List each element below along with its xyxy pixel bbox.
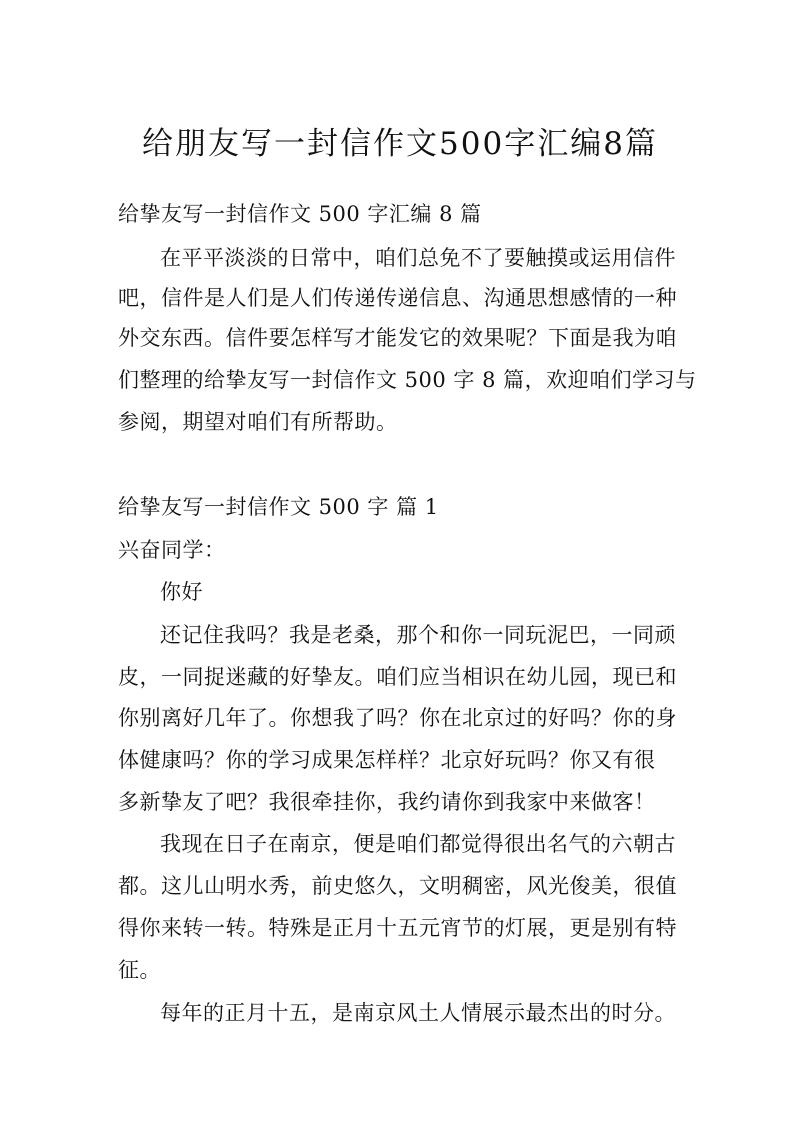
body-line-7: 都。这儿山明水秀，前史悠久，文明稠密，风光俊美，很值 [118, 874, 677, 898]
intro-line-4: 们整理的给挚友写一封信作文 500 字 8 篇，欢迎咱们学习与 [118, 368, 697, 392]
intro-line-5: 参阅，期望对咱们有所帮助。 [118, 410, 398, 434]
subtitle-line: 给挚友写一封信作文 500 字汇编 8 篇 [118, 202, 482, 226]
greeting: 你好 [160, 580, 203, 604]
body-line-9: 征。 [118, 958, 161, 982]
intro-line-3: 外交东西。信件要怎样写才能发它的效果呢？下面是我为咱 [118, 326, 677, 350]
body-line-3: 你别离好几年了。你想我了吗？你在北京过的好吗？你的身 [118, 706, 677, 730]
body-line-5: 多新挚友了吧？我很牵挂你，我约请你到我家中来做客！ [118, 790, 656, 814]
body-line-8: 得你来转一转。特殊是正月十五元宵节的灯展，更是别有特 [118, 916, 677, 940]
body-line-1: 还记住我吗？我是老桑，那个和你一同玩泥巴，一同顽 [160, 623, 676, 647]
body-line-10: 每年的正月十五，是南京风土人情展示最杰出的时分。 [160, 1001, 676, 1025]
body-line-6: 我现在日子在南京，便是咱们都觉得很出名气的六朝古 [160, 832, 676, 856]
salutation: 兴奋同学： [118, 538, 226, 562]
intro-line-1: 在平平淡淡的日常中，咱们总免不了要触摸或运用信件 [160, 246, 676, 270]
body-line-4: 体健康吗？你的学习成果怎样样？北京好玩吗？你又有很 [118, 748, 656, 772]
document-title: 给朋友写一封信作文500字汇编8篇 [142, 126, 658, 162]
section-heading-1: 给挚友写一封信作文 500 字 篇 1 [118, 495, 439, 519]
body-line-2: 皮，一同捉迷藏的好挚友。咱们应当相识在幼儿园，现已和 [118, 665, 677, 689]
intro-line-2: 吧，信件是人们是人们传递传递信息、沟通思想感情的一种 [118, 286, 677, 310]
